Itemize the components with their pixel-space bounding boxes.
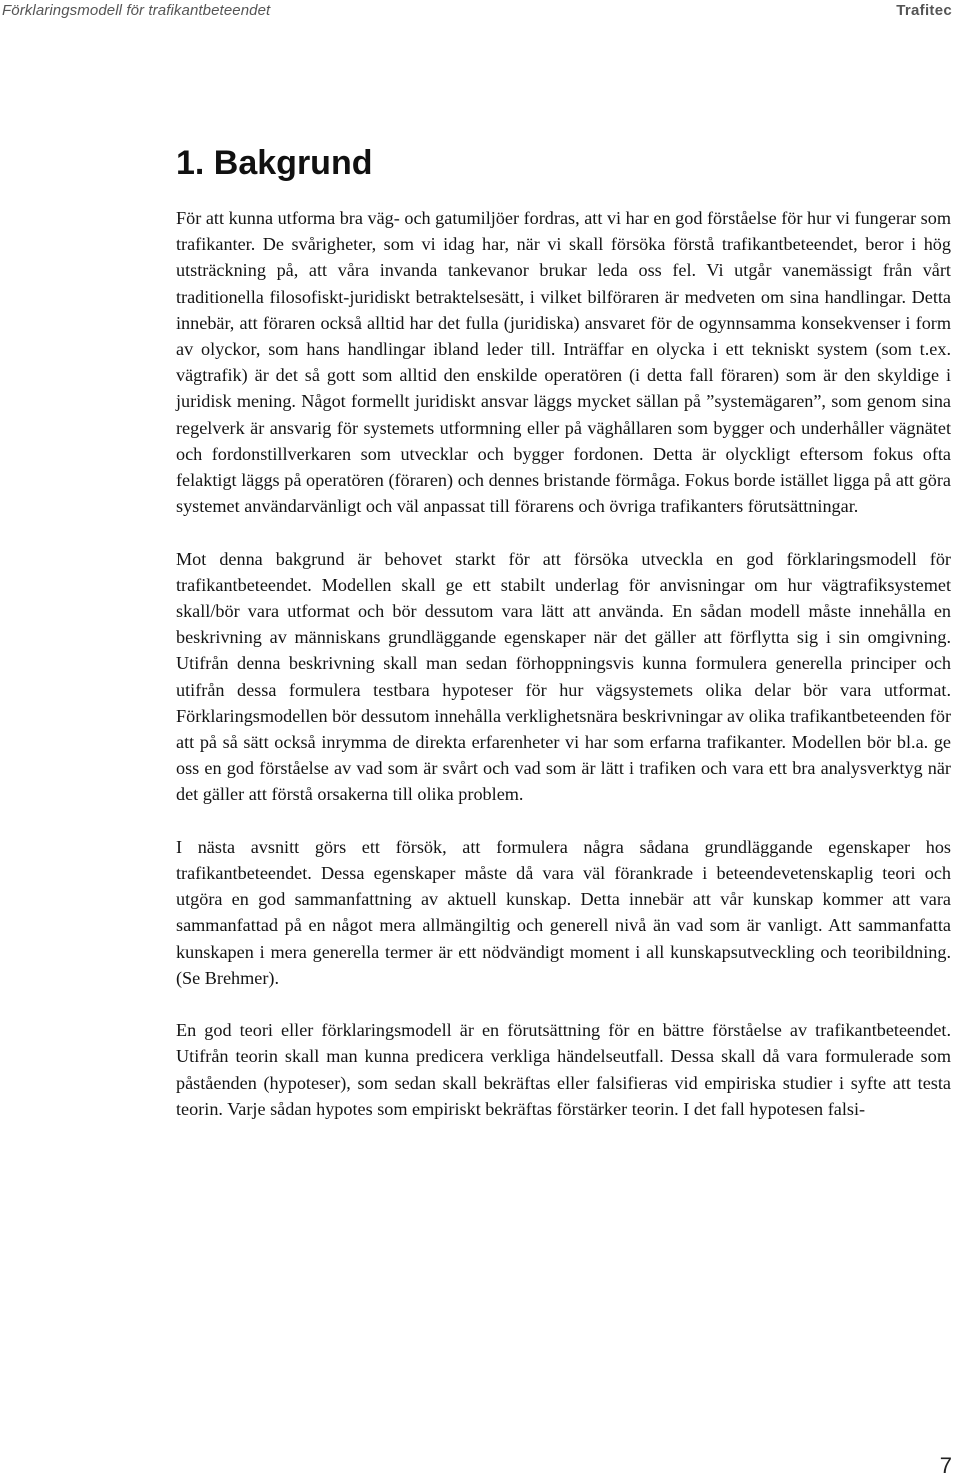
paragraph-3: I nästa avsnitt görs ett försök, att formulera några sådana grundläggande egenskaper hos trafikantbeteendet. Dessa egenskaper måste då vara väl förankrade i beteendevetenskaplig teori och utgöra en god sammanfattning av aktuell kunskap. Detta innebär att vår kunskap kommer att vara sammanfattad på en något mera allmängiltig och generell nivå än vad som är vanligt. Att sammanfatta kunskapen i mera generella termer är ett nödvändigt moment i all kunskapsutveckling och teoribildning. (Se Brehmer).	[176, 836, 951, 988]
paragraph-2: Mot denna bakgrund är behovet starkt för att försöka utveckla en god förklaringsmodell för trafikantbeteendet. Modellen skall ge ett stabilt underlag för anvisningar om hur vägtrafiksystemet skall/bör vara utformat och bör dessutom vara lätt att använda. En sådan modell måste innehålla en beskrivning av människans grundläggande egenskaper när det gäller att förflytta sig i sin omgivning. Utifrån denna beskrivning skall man sedan förhoppningsvis kunna formulera generella principer och utifrån dessa formulera testbara hypoteser för hur vägsystemets olika delar bör vara utformat. Förklaringsmodellen bör dessutom innehålla verklighetsnära beskrivningar av olika trafikantbeteenden för att på så sätt också inrymma de direkta erfarenheter vi har som erfarna trafikanter. Modellen bör bl.a. ge oss en god förståelse av vad som är svårt och vad som är lätt i trafiken och vara ett bra analysverktyg när det gäller att förstå orsakerna till olika problem.	[176, 548, 951, 805]
paragraph-1: För att kunna utforma bra väg- och gatumiljöer fordras, att vi har en god förståelse för hur vi fungerar som trafikanter. De svårigheter, som vi idag har, när vi skall försöka förstå trafikantbeteendet, beror i hög utsträckning på, att våra invanda tankevanor brukar leda oss fel. Vi utgår vanemässigt från vårt traditionella filosofiskt-juridiskt betraktelsesätt, i vilket bilföraren är medveten om sina handlingar. Detta innebär, att föraren också alltid har det fulla (juridiska) ansvaret för de ogynnsamma konsekvenser i form av olyckor, som hans handlingar ibland leder till. Inträffar en olycka i ett tekniskt system (som t.ex. vägtrafik) är det så gott som alltid den enskilde operatören (i detta fall föraren) som är den skyldige i juridisk mening. Något formellt juridiskt ansvar läggs mycket sällan på ”systemägaren”, som genom sina regelverk är ansvarig för systemets utformning eller på väghållaren som bygger och underhåller vägnätet och fordonstillverkaren som utvecklar och bygger fordonen. Detta är olyckligt eftersom fokus ofta felaktigt läggs på operatören (föraren) och dennes bristande förmåga. Fokus borde istället ligga på att göra systemet användarvänligt och väl anpassat till förarens och övriga trafikanters förutsättningar.	[176, 208, 951, 517]
page-number: 7	[939, 1453, 952, 1478]
paragraph-4: En god teori eller förklaringsmodell är en förutsättning för en bättre förståelse av trafikantbeteendet. Utifrån teorin skall man kunna predicera verkliga händelseutfall. Dessa skall då vara formulerade som påståenden (hypoteser), som sedan skall bekräftas eller falsifieras vid empiriska studier i syfte att testa teorin. Varje sådan hypotes som empiriskt bekräftas förstärker teorin. I det fall hypotesen falsi-	[176, 1020, 951, 1119]
document-title: Förklaringsmodell för trafikantbeteendet	[2, 2, 271, 19]
section-heading: 1. Bakgrund	[176, 144, 373, 182]
organization-name: Trafitec	[896, 2, 952, 19]
running-header	[0, 0, 960, 24]
body-text	[176, 205, 951, 1148]
